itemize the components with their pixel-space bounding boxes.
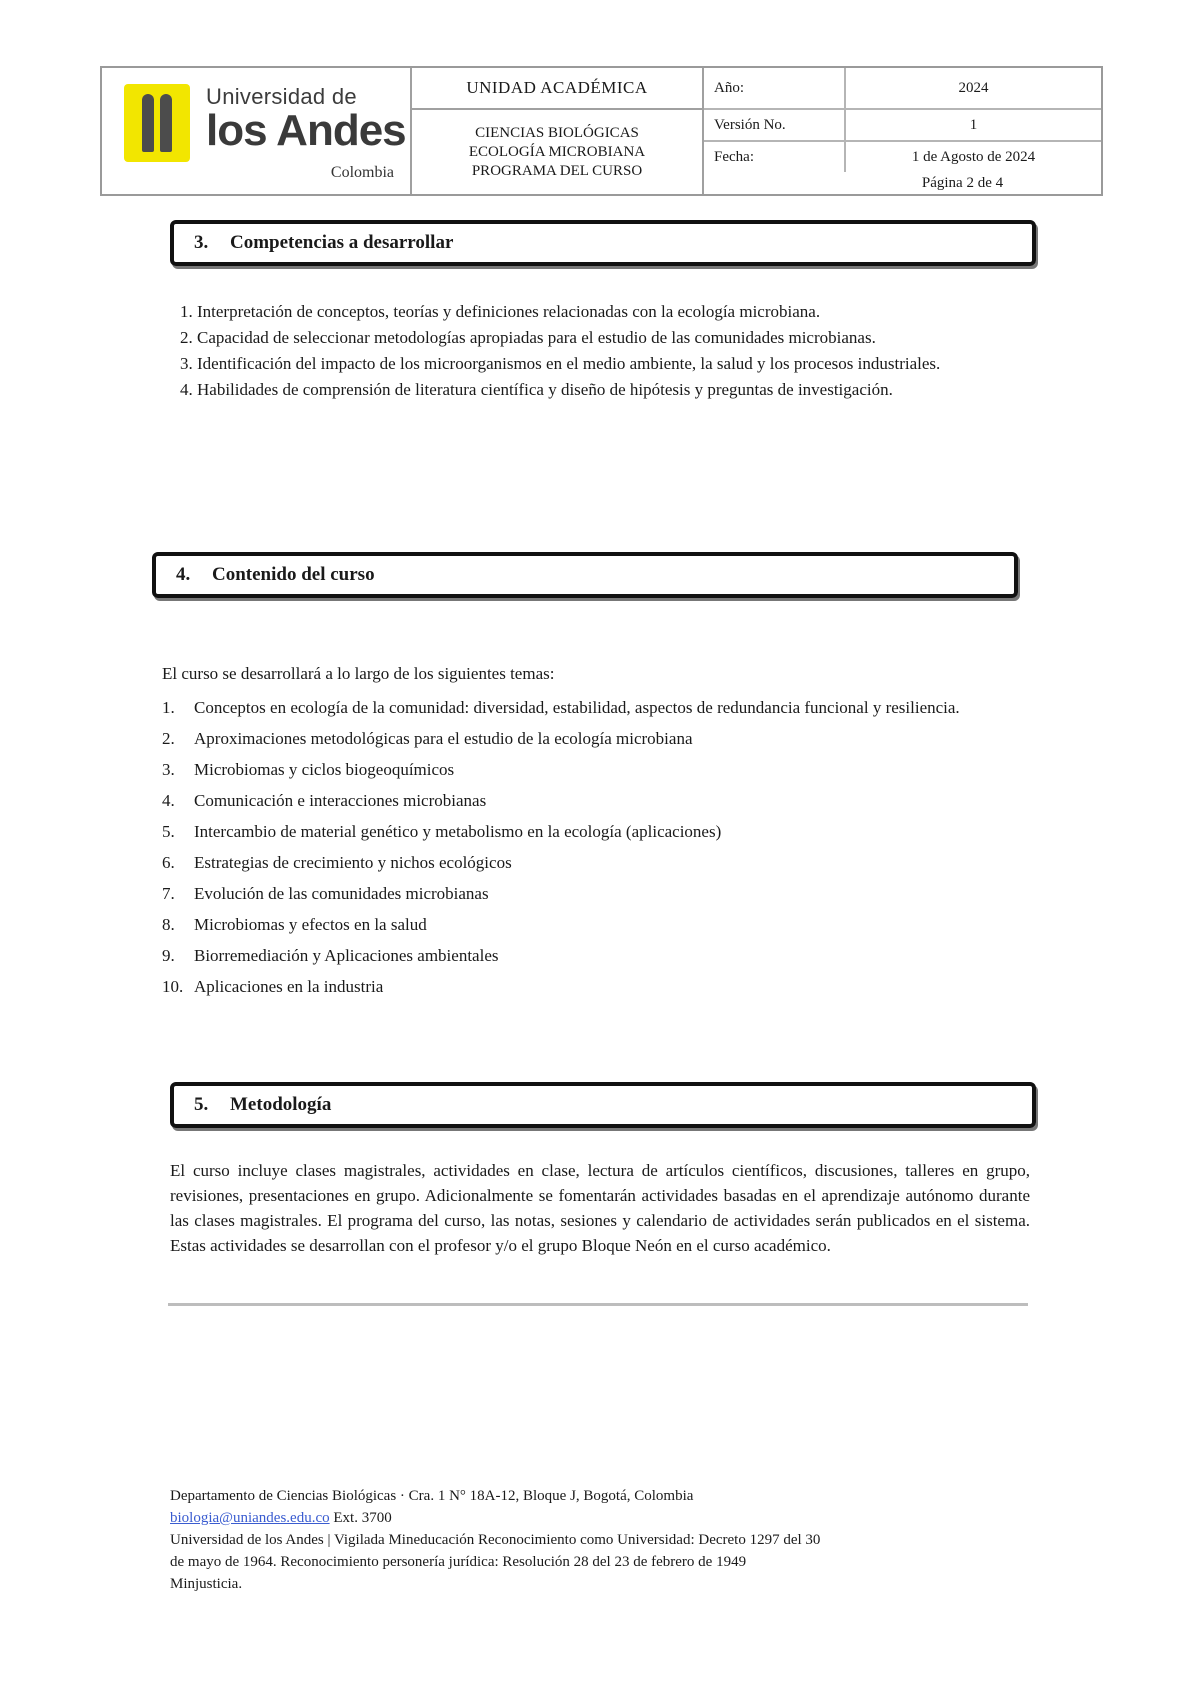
list-item bbox=[162, 789, 1052, 813]
list-item: 3. Identificación del impacto de los microorganismos en el medio ambiente, la salud y los procesos industriales. bbox=[180, 354, 941, 373]
list-text: Conceptos en ecología de la comunidad: diversidad, estabilidad, aspectos de redundancia funcional y resiliencia. bbox=[194, 698, 960, 717]
list-item bbox=[162, 758, 1052, 782]
section-4-number: 4. bbox=[176, 564, 191, 585]
logo-country: Colombia bbox=[330, 164, 394, 181]
section-3-title: Competencias a desarrollar bbox=[230, 232, 454, 253]
section-5-heading bbox=[170, 1082, 1036, 1128]
unit-title: UNIDAD ACADÉMICA bbox=[412, 68, 702, 110]
logo-line1: Universidad de bbox=[206, 84, 357, 109]
version-value: 1 bbox=[969, 116, 978, 133]
meta-row-date bbox=[704, 142, 1101, 172]
list-item: 4. Habilidades de comprensión de literatura científica y diseño de hipótesis y preguntas de investigación. bbox=[180, 380, 893, 399]
list-item bbox=[162, 913, 1052, 937]
list-text: Intercambio de material genético y metabolismo en la ecología (aplicaciones) bbox=[194, 822, 722, 841]
list-text: Comunicación e interacciones microbianas bbox=[194, 791, 487, 810]
list-item bbox=[162, 696, 1052, 720]
list-number: 6. bbox=[162, 853, 175, 872]
code-value: 2024 bbox=[958, 79, 989, 96]
logo-line2: los Andes bbox=[206, 106, 406, 155]
course-content-list bbox=[162, 696, 1052, 1006]
list-text: Estrategias de crecimiento y nichos ecológicos bbox=[194, 853, 512, 872]
list-text: Microbiomas y efectos en la salud bbox=[194, 915, 427, 934]
list-number: 5. bbox=[162, 822, 175, 841]
date-label: Fecha: bbox=[704, 142, 846, 172]
code-label: Año: bbox=[704, 68, 846, 108]
unit-name bbox=[412, 110, 702, 194]
section-4-heading bbox=[152, 552, 1018, 598]
meta-row-version bbox=[704, 110, 1101, 142]
footer-legal-line1: Universidad de los Andes | Vigilada Mineducación Reconocimiento como Universidad: Decreto 1297 del 30 bbox=[170, 1532, 821, 1548]
list-number: 4. bbox=[162, 791, 175, 810]
unit-name-line3: PROGRAMA DEL CURSO bbox=[471, 162, 643, 179]
section-5-title: Metodología bbox=[230, 1094, 332, 1115]
footer-legal-line3: Minjusticia. bbox=[170, 1576, 243, 1592]
list-item bbox=[162, 851, 1052, 875]
list-item bbox=[162, 820, 1052, 844]
section-3-heading bbox=[170, 220, 1036, 266]
footer-email-link[interactable]: biologia@uniandes.edu.co bbox=[170, 1510, 330, 1526]
list-number: 9. bbox=[162, 946, 175, 965]
list-item bbox=[162, 975, 1052, 999]
document-header-table bbox=[100, 66, 1103, 196]
page-number: Página 2 de 4 bbox=[921, 174, 1004, 191]
list-number: 2. bbox=[162, 729, 175, 748]
list-item: 1. Interpretación de conceptos, teorías y definiciones relacionadas con la ecología microbiana. bbox=[180, 302, 821, 321]
competencies-list bbox=[180, 300, 1020, 404]
section-4-title: Contenido del curso bbox=[212, 564, 375, 585]
meta-cell bbox=[704, 68, 1101, 194]
list-number: 1. bbox=[162, 698, 175, 717]
list-number: 8. bbox=[162, 915, 175, 934]
list-number: 10. bbox=[162, 977, 184, 996]
unit-name-line1: CIENCIAS BIOLÓGICAS bbox=[475, 124, 639, 141]
version-label: Versión No. bbox=[704, 110, 846, 140]
footer-contact bbox=[170, 1507, 1030, 1529]
list-text: Evolución de las comunidades microbianas bbox=[194, 884, 489, 903]
university-emblem-icon bbox=[124, 84, 190, 162]
list-item bbox=[162, 727, 1052, 751]
list-text: Microbiomas y ciclos biogeoquímicos bbox=[194, 760, 455, 779]
list-item bbox=[162, 882, 1052, 906]
list-number: 7. bbox=[162, 884, 175, 903]
footer-divider bbox=[168, 1303, 1028, 1306]
list-item: 2. Capacidad de seleccionar metodologías apropiadas para el estudio de las comunidades microbianas. bbox=[180, 328, 876, 347]
methodology-paragraph: El curso incluye clases magistrales, actividades en clase, lectura de artículos científicos, discusiones, talleres en grupo, revisiones, presentaciones en grupo. Adicionalmente se fomentarán actividades basadas en el aprendizaje autónomo durante las clases magistrales. El programa del curso, las notas, sesiones y calendario de actividades serán publicados en el sistema. Estas actividades se desarrollan con el profesor y/o el grupo Bloque Neón en el curso académico. bbox=[170, 1161, 1030, 1255]
list-text: Aplicaciones en la industria bbox=[194, 977, 384, 996]
footer-extension: Ext. 3700 bbox=[329, 1510, 392, 1526]
page-footer bbox=[170, 1485, 1030, 1595]
date-value: 1 de Agosto de 2024 bbox=[911, 148, 1036, 165]
university-logo bbox=[102, 68, 412, 194]
unit-cell bbox=[412, 68, 704, 194]
meta-row-code bbox=[704, 68, 1101, 110]
footer-legal-line2: de mayo de 1964. Reconocimiento personería jurídica: Resolución 28 del 23 de febrero de 1949 bbox=[170, 1554, 747, 1570]
list-number: 3. bbox=[162, 760, 175, 779]
section-5-number: 5. bbox=[194, 1094, 209, 1115]
list-item bbox=[162, 944, 1052, 968]
content-intro: El curso se desarrollará a lo largo de los siguientes temas: bbox=[162, 664, 555, 683]
section-3-number: 3. bbox=[194, 232, 209, 253]
list-text: Aproximaciones metodológicas para el estudio de la ecología microbiana bbox=[194, 729, 693, 748]
list-text: Biorremediación y Aplicaciones ambientales bbox=[194, 946, 499, 965]
footer-address: Departamento de Ciencias Biológicas · Cra. 1 N° 18A-12, Bloque J, Bogotá, Colombia bbox=[170, 1488, 694, 1504]
unit-name-line2: ECOLOGÍA MICROBIANA bbox=[468, 143, 646, 160]
